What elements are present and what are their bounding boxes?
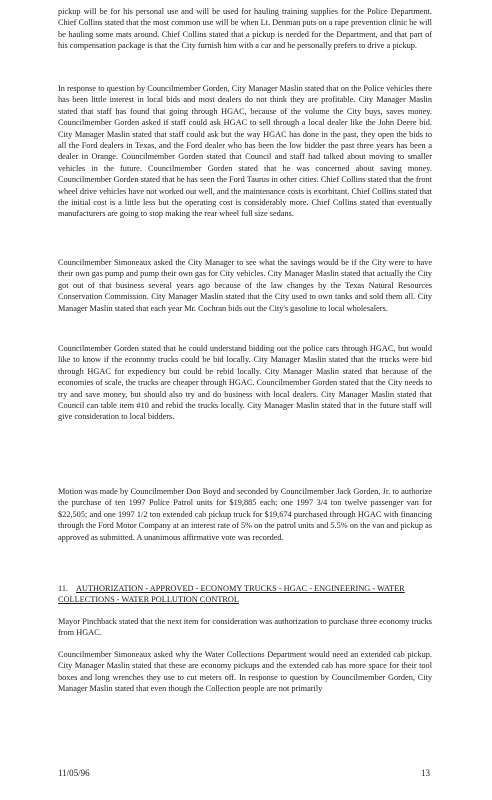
paragraph-1: pickup will be for his personal use and will be used for hauling training supplies for the Police Department. Chief Collins stated that the most common use will be when Lt. Denman puts on a rape prevention clinic he will be hauling some mats around. Chief Collins stated that a pickup is needed for the Department, and that part of his compensation package is that the City furnish him with a car and he personally prefers to drive a pickup. <box>58 7 432 51</box>
section-heading <box>58 583 432 606</box>
paragraph-6: Mayor Pinchback stated that the next item for consideration was authorization to purchase three economy trucks from HGAC. <box>58 617 432 638</box>
section-title: AUTHORIZATION - APPROVED - ECONOMY TRUCKS - HGAC - ENGINEERING - WATER COLLECTIONS - WATER POLLUTION CONTROL <box>58 584 405 605</box>
page-number: 13 <box>421 768 430 778</box>
paragraph-4: Councilmember Gorden stated that he could understand bidding out the police cars through HGAC, but would like to know if the economy trucks could be bid locally. City Manager Maslin stated that the trucks were bid through HGAC for expediency but could be rebid locally. City Manager Maslin stated that because of the economies of scale, the trucks are cheaper through HGAC. Councilmember Gorden stated that the City needs to try and save money, but should also try and do business with local dealers. City Manager Maslin stated that Council can table item #10 and rebid the trucks locally. City Manager Maslin stated that in the future staff will give consideration to local bidders. <box>58 344 432 422</box>
paragraph-7: Councilmember Simoneaux asked why the Water Collections Department would need an extended cab pickup. City Manager Maslin stated that these are economy pickups and the extended cab has more space for their tool boxes and long wrenches they use to cut meters off. In response to question by Councilmember Gorden, City Manager Maslin stated that even though the Collection people are not primarily <box>58 650 432 694</box>
paragraph-5: Motion was made by Councilmember Don Boyd and seconded by Councilmember Jack Gorden, Jr. to authorize the purchase of ten 1997 Police Patrol units for $19,885 each; one 1997 3/4 ton twelve passenger van for $22,505; and one 1997 1/2 ton extended cab pickup truck for $19,674 purchased through HGAC with financing through the Ford Motor Company at an interest rate of 5% on the patrol units and 5.5% on the van and pickup as approved as submitted. A unanimous affirmative vote was recorded. <box>58 487 432 542</box>
footer-date: 11/05/96 <box>58 768 90 778</box>
paragraph-2: In response to question by Councilmember Gorden, City Manager Maslin stated that on the Police vehicles there has been little interest in local bids and most dealers do not think they are profitable. City Manager Maslin stated that staff has found that going through HGAC, because of the volume the City buys, saves money. Councilmember Gorden asked if staff could ask HGAC to sell through a local dealer like the John Deere bid. City Manager Maslin stated that staff could ask but the way HGAC has done in the past, they open the bids to all the Ford dealers in Texas, and the Ford dealer who has been the low bidder the past three years has been a dealer in Orange. Councilmember Gorden stated that Council and staff had talked about moving to smaller vehicles in the future. Councilmember Gorden stated that he was concerned about saving money. Councilmember Gorden stated that he has seen the Ford Taurus in other cities. Chief Collins stated that the front wheel drive vehicles have not worked out well, and the maintenance costs is exorbitant. Chief Collins stated that the initial cost is a little less but the operating cost is considerably more. Chief Collins stated that eventually manufacturers are going to stop making the rear wheel full size sedans. <box>58 84 432 219</box>
section-number: 11. <box>58 584 69 593</box>
paragraph-3: Councilmember Simoneaux asked the City Manager to see what the savings would be if the City were to have their own gas pump and pump their own gas for City vehicles. City Manager Maslin stated that actually the City got out of that business several years ago because of the law changes by the Texas Natural Resources Conservation Commission. City Manager Maslin stated that the City used to own tanks and sold them all. City Manager Maslin stated that each year Mr. Cochran bids out the City's gasoline to local wholesalers. <box>58 258 432 313</box>
